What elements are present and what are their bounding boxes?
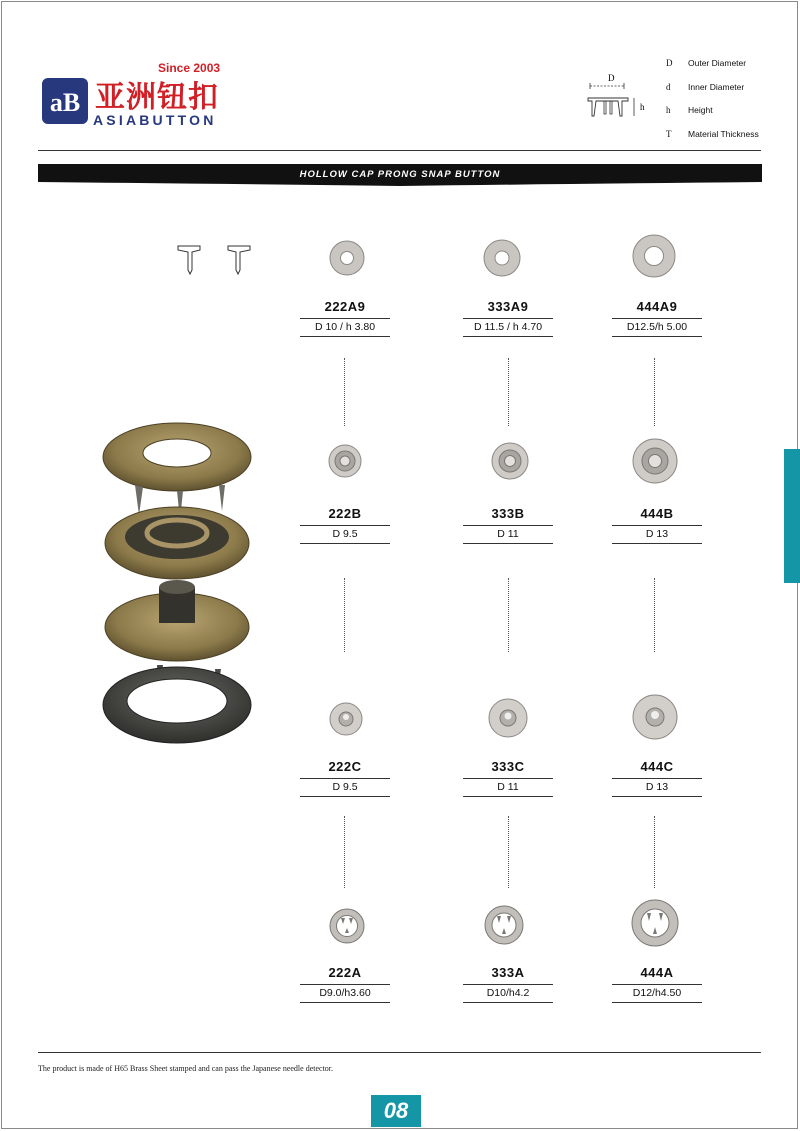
product-cell-444A9: [612, 299, 702, 337]
section-tab-marker: [784, 449, 800, 583]
product-cell-444B: [612, 506, 702, 544]
legend-row: T Material Thickness: [666, 128, 759, 139]
product-code: 222A9: [324, 299, 366, 314]
section-title: HOLLOW CAP PRONG SNAP BUTTON: [299, 169, 501, 180]
product-code: 444B: [640, 506, 674, 521]
product-dimensions: D 11.5 / h 4.70: [463, 318, 553, 337]
product-image-222A9: [327, 238, 367, 278]
connector-dots: [508, 578, 509, 652]
product-dimensions: D9.0/h3.60: [300, 984, 390, 1003]
stud-part: [105, 580, 249, 661]
connector-dots: [654, 816, 655, 888]
connector-dots: [508, 358, 509, 426]
product-cell-333A9: [463, 299, 553, 337]
product-image-222A: [327, 906, 367, 946]
product-image-333B: [489, 440, 531, 482]
product-dimensions: D 13: [612, 525, 702, 544]
connector-dots: [344, 358, 345, 426]
section-banner: [38, 164, 762, 186]
product-dimensions: D12.5/h 5.00: [612, 318, 702, 337]
prong-profile-icon: [170, 240, 260, 280]
product-dimensions: D 9.5: [300, 778, 390, 797]
product-image-333C: [486, 696, 530, 740]
brand-name-chinese: 亚洲钮扣: [95, 80, 219, 115]
legend-row: D Outer Diameter: [666, 58, 747, 68]
connector-dots: [344, 816, 345, 888]
product-image-444C: [631, 693, 679, 741]
product-code: 444C: [640, 759, 674, 774]
product-dimensions: D 11: [463, 525, 553, 544]
product-image-222C: [327, 700, 365, 738]
product-dimensions: D 13: [612, 778, 702, 797]
since-label: Since 2003: [158, 61, 221, 75]
product-code: 444A9: [636, 299, 678, 314]
product-code: 333A: [491, 965, 525, 980]
svg-text:D: D: [608, 73, 615, 83]
product-image-444A9: [631, 233, 677, 279]
product-cell-222A: [300, 965, 390, 1003]
header-divider: [38, 150, 761, 151]
prong-ring-part: [103, 665, 251, 743]
legend-row: d Inner Diameter: [666, 81, 745, 92]
product-image-333A9: [481, 237, 523, 279]
dimension-diagram: [584, 72, 652, 124]
product-code: 222B: [328, 506, 362, 521]
product-image-444B: [631, 437, 679, 485]
connector-dots: [508, 816, 509, 888]
product-dimensions: D 9.5: [300, 525, 390, 544]
product-image-444A: [630, 898, 680, 948]
product-cell-222C: [300, 759, 390, 797]
product-code: 222C: [328, 759, 362, 774]
legend-row: h Height: [666, 105, 713, 115]
product-dimensions: D10/h4.2: [463, 984, 553, 1003]
cap-part: [103, 423, 251, 520]
dimension-legend: [666, 52, 759, 146]
product-cell-444C: [612, 759, 702, 797]
product-code: 333A9: [487, 299, 529, 314]
connector-dots: [654, 578, 655, 652]
connector-dots: [654, 358, 655, 426]
svg-text:h: h: [640, 102, 645, 112]
socket-part: [105, 507, 249, 579]
product-image-222B: [327, 443, 363, 479]
product-cell-333B: [463, 506, 553, 544]
product-code: 333B: [491, 506, 525, 521]
product-cell-444A: [612, 965, 702, 1003]
svg-text:aB: aB: [49, 88, 81, 117]
product-cell-333C: [463, 759, 553, 797]
footer-divider: [38, 1052, 761, 1053]
product-code: 222A: [328, 965, 362, 980]
product-cell-333A: [463, 965, 553, 1003]
product-cell-222A9: [300, 299, 390, 337]
product-dimensions: D 10 / h 3.80: [300, 318, 390, 337]
logo-glyph: [42, 78, 88, 124]
assembly-illustration: [95, 415, 260, 755]
product-dimensions: D 11: [463, 778, 553, 797]
page-number: 08: [371, 1095, 421, 1127]
product-code: 333C: [491, 759, 525, 774]
product-code: 444A: [640, 965, 674, 980]
product-image-333A: [482, 903, 526, 947]
product-cell-222B: [300, 506, 390, 544]
logo-mark: [42, 78, 88, 124]
product-dimensions: D12/h4.50: [612, 984, 702, 1003]
material-note: The product is made of H65 Brass Sheet stamped and can pass the Japanese needle detector.: [38, 1064, 334, 1073]
connector-dots: [344, 578, 345, 652]
brand-name-english: ASIABUTTON: [93, 112, 217, 128]
